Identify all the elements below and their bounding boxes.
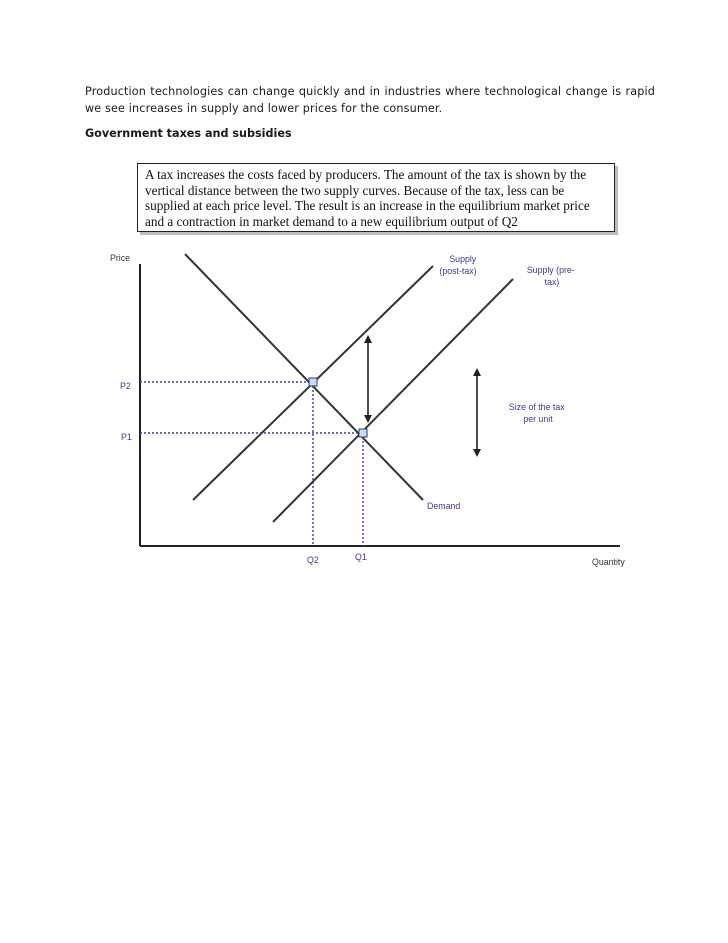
y-axis-label: Price bbox=[110, 253, 131, 263]
section-heading: Government taxes and subsidies bbox=[85, 127, 292, 140]
x-axis-label: Quantity bbox=[592, 557, 625, 567]
post-tax-equilibrium-point bbox=[309, 378, 317, 386]
p2-label: P2 bbox=[120, 381, 131, 391]
tax-supply-demand-diagram bbox=[95, 243, 640, 573]
supply-pre-tax-label-line1: Supply (pre- bbox=[526, 265, 575, 275]
supply-post-tax-label bbox=[439, 254, 478, 276]
q1-label: Q1 bbox=[355, 552, 367, 562]
demand-label: Demand bbox=[427, 501, 461, 511]
p1-label: P1 bbox=[121, 432, 132, 442]
tax-size-label-line2: per unit bbox=[523, 414, 553, 424]
supply-post-tax-label-line1: Supply bbox=[449, 254, 477, 264]
tax-explanation-callout: A tax increases the costs faced by producers. The amount of the tax is shown by the vertical distance between the two supply curves. Because of the tax, less can be supplied at each price level. The result is an increase in the equilibrium market price and a contraction in market demand to a new equilibrium output of Q2 bbox=[137, 163, 615, 232]
demand-curve bbox=[185, 254, 423, 500]
tax-size-label bbox=[509, 402, 567, 424]
supply-pre-tax-label-line2: tax) bbox=[544, 277, 560, 287]
supply-post-tax-label-line2: (post-tax) bbox=[439, 266, 477, 276]
intro-paragraph: Production technologies can change quickly and in industries where technological change is rapid we see increases in supply and lower prices for the consumer. bbox=[85, 85, 655, 115]
tax-size-label-line1: Size of the tax bbox=[508, 402, 565, 412]
supply-pre-tax-label bbox=[527, 265, 577, 287]
q2-label: Q2 bbox=[307, 555, 319, 565]
pre-tax-equilibrium-point bbox=[359, 429, 367, 437]
